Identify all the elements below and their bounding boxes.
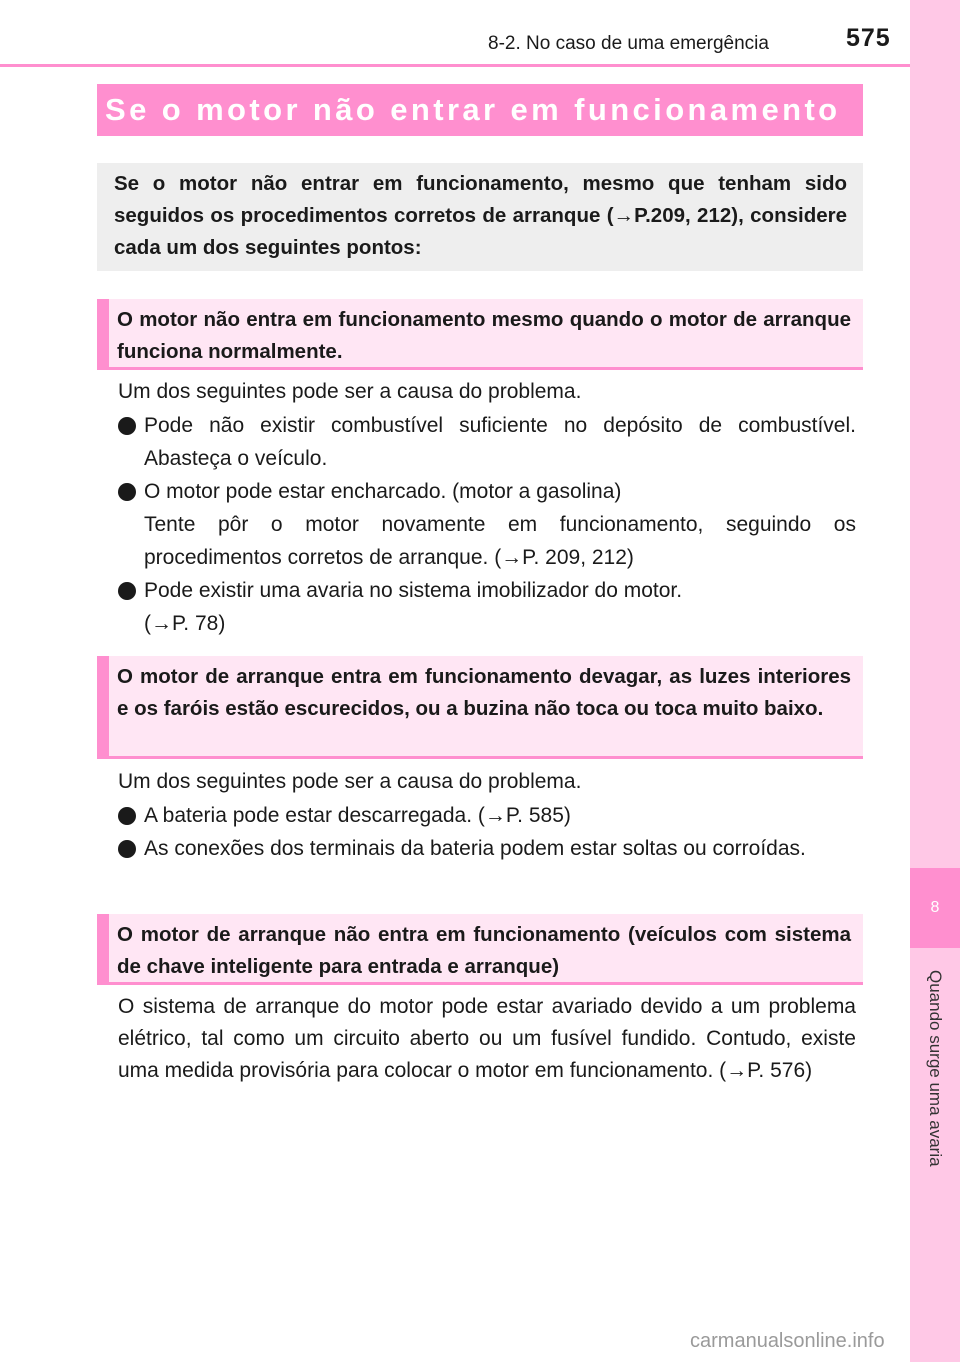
bullet-icon <box>118 417 136 435</box>
chapter-number: 8 <box>930 899 940 916</box>
section-2-bullet-2 <box>118 832 856 865</box>
bullet-text: Pode existir uma avaria no sistema imobilizador do motor. <box>144 579 683 602</box>
watermark: carmanualsonline.info <box>690 1330 885 1352</box>
section-1-lead: Um dos seguintes pode ser a causa do problema. <box>118 380 582 403</box>
chapter-title-text: Quando surge uma avaria <box>926 970 945 1167</box>
page-number: 575 <box>846 24 891 52</box>
page-title: Se o motor não entrar em funcionamento <box>97 84 863 136</box>
section-heading-1: O motor não entra em funcionamento mesmo quando o motor de arranque funciona normalmente. <box>97 299 863 370</box>
bullet-icon <box>118 483 136 501</box>
bullet-text: A bateria pode estar descarregada. (→P. 585) <box>144 804 571 827</box>
section-heading-3: O motor de arranque não entra em funcionamento (veículos com sistema de chave inteligente para entrada e arranque) <box>97 914 863 985</box>
intro-box: Se o motor não entrar em funcionamento, mesmo que tenham sido seguidos os procedimentos corretos de arranque (→P.209, 212), considere cada um dos seguintes pontos: <box>97 163 863 271</box>
chapter-number-tab[interactable] <box>910 868 960 948</box>
section-1-bullet-2 <box>118 475 856 574</box>
bullet-detail: Tente pôr o motor novamente em funcionamento, seguindo os procedimentos corretos de arranque. (→P. 209, 212) <box>144 513 856 569</box>
bullet-icon <box>118 807 136 825</box>
bullet-detail: (→P. 78) <box>144 612 226 635</box>
bullet-text: As conexões dos terminais da bateria podem estar soltas ou corroídas. <box>144 837 806 860</box>
section-heading-2: O motor de arranque entra em funcionamento devagar, as luzes interiores e os faróis estão escurecidos, ou a buzina não toca ou toca muito baixo. <box>97 656 863 759</box>
running-header: 8-2. No caso de uma emergência <box>488 33 769 54</box>
section-1-bullet-3 <box>118 574 856 640</box>
bullet-text: Pode não existir combustível suficiente no depósito de combustível. Abasteça o veículo. <box>144 414 856 470</box>
section-1-bullet-1 <box>118 409 856 475</box>
section-3-text: O sistema de arranque do motor pode estar avariado devido a um problema elétrico, tal como um circuito aberto ou um fusível fundido. Contudo, existe uma medida provisória para colocar o motor em funcionamento. (→P. 576) <box>118 995 856 1082</box>
bullet-icon <box>118 582 136 600</box>
bullet-icon <box>118 840 136 858</box>
bullet-text: O motor pode estar encharcado. (motor a gasolina) <box>144 480 622 503</box>
section-2-bullet-1 <box>118 799 856 832</box>
section-2-lead: Um dos seguintes pode ser a causa do problema. <box>118 770 582 793</box>
header-rule <box>0 64 910 67</box>
